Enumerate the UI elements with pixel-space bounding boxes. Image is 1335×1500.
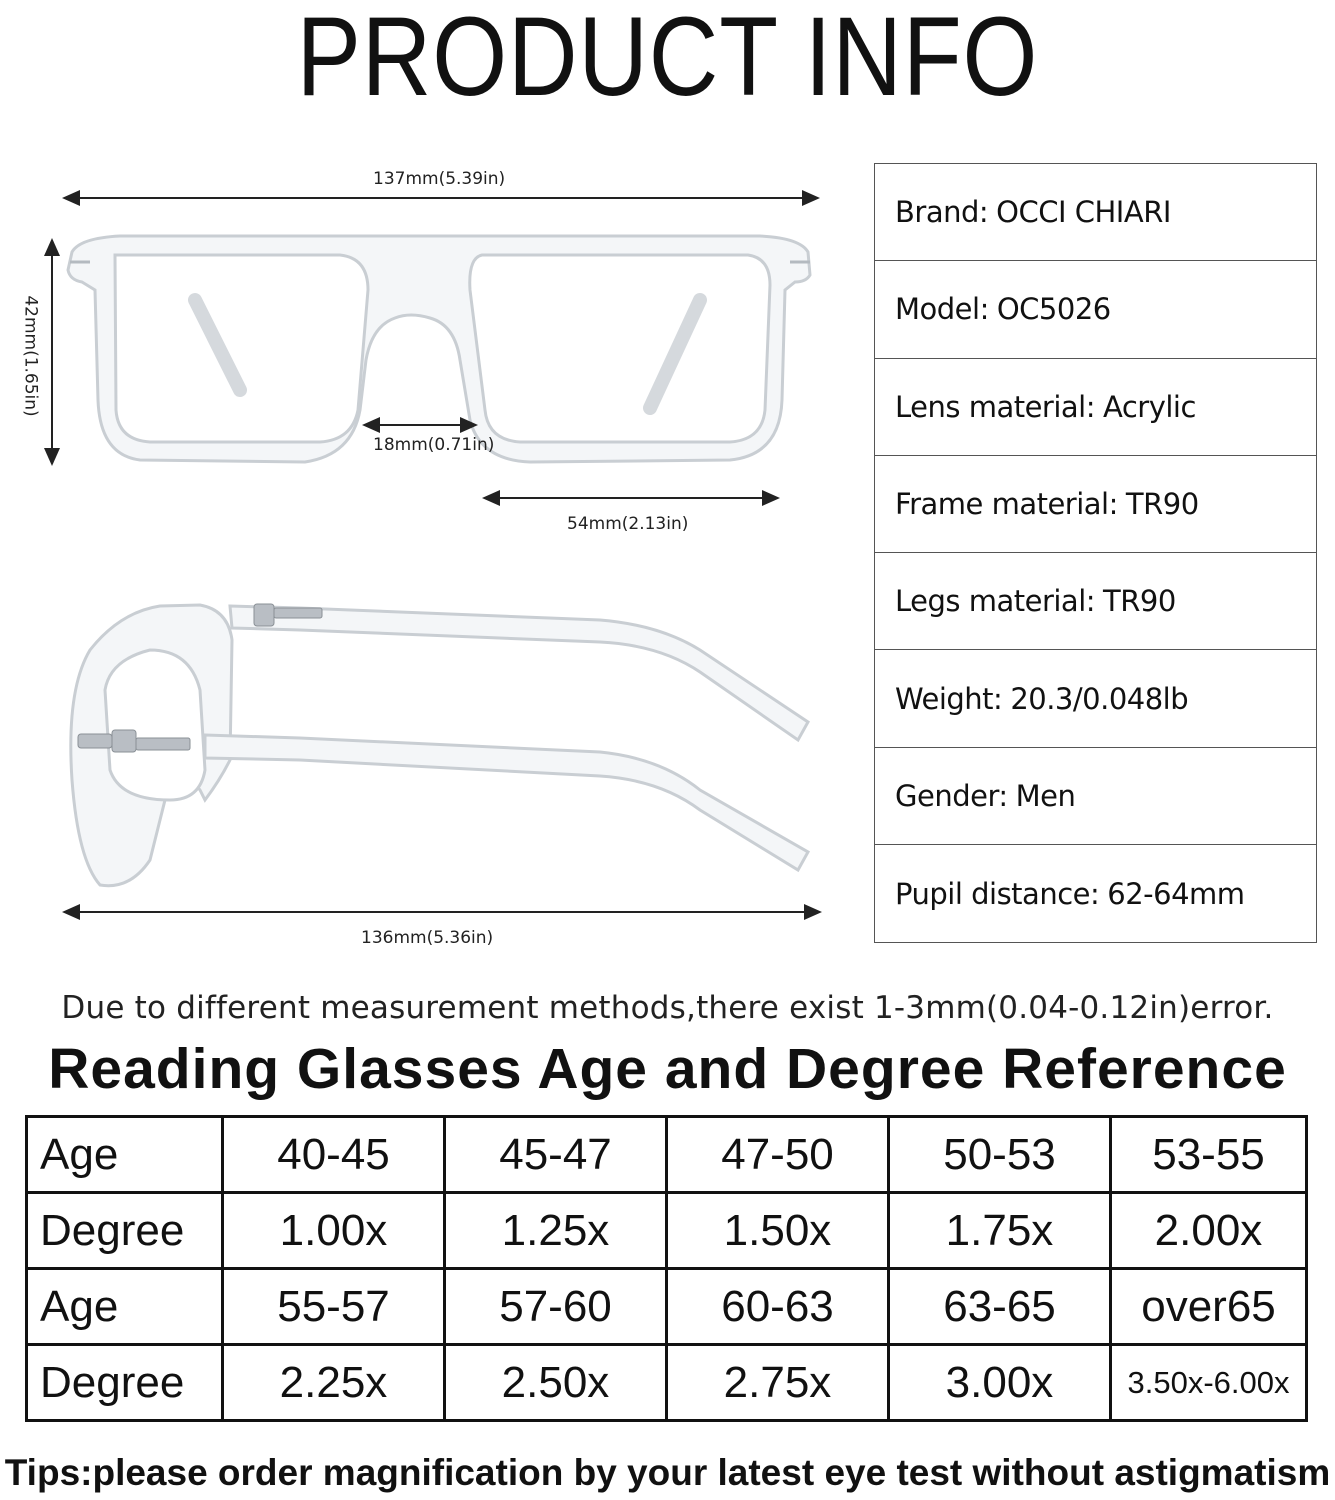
spec-value: Men	[1015, 778, 1076, 813]
spec-label: Weight:	[895, 681, 1003, 716]
spec-label: Gender:	[895, 778, 1008, 813]
spec-value: OCCI CHIARI	[996, 195, 1171, 230]
table-cell: 2.00x	[1111, 1193, 1307, 1269]
spec-label: Lens material:	[895, 389, 1096, 424]
spec-row-frame-material	[875, 456, 1316, 553]
row-header: Age	[27, 1117, 223, 1193]
table-cell: 63-65	[889, 1269, 1111, 1345]
lens-height-label: 42mm(1.65in)	[20, 295, 41, 417]
spec-value: OC5026	[996, 292, 1111, 327]
spec-value: 62-64mm	[1107, 876, 1245, 911]
spec-row-weight	[875, 650, 1316, 747]
table-cell: 50-53	[889, 1117, 1111, 1193]
spec-label: Pupil distance:	[895, 876, 1100, 911]
table-cell: 47-50	[667, 1117, 889, 1193]
table-cell: 3.00x	[889, 1345, 1111, 1421]
page-title: PRODUCT INFO	[296, 0, 1039, 119]
table-row	[27, 1193, 1307, 1269]
total-width-label: 137mm(5.39in)	[373, 169, 506, 189]
spec-row-lens-material	[875, 359, 1316, 456]
temple-length-label: 136mm(5.36in)	[361, 928, 494, 948]
spec-value: TR90	[1125, 487, 1199, 522]
spec-row-pupil-distance	[875, 845, 1316, 942]
front-view-frame	[68, 236, 810, 462]
spec-label: Frame material:	[895, 487, 1118, 522]
spec-table	[874, 163, 1317, 943]
table-cell: 55-57	[223, 1269, 445, 1345]
table-cell: 40-45	[223, 1117, 445, 1193]
table-cell: 2.75x	[667, 1345, 889, 1421]
table-cell: 1.75x	[889, 1193, 1111, 1269]
lens-width-label: 54mm(2.13in)	[567, 514, 689, 534]
spec-value: 20.3/0.048lb	[1010, 681, 1189, 716]
spec-label: Model:	[895, 292, 989, 327]
table-cell: 53-55	[1111, 1117, 1307, 1193]
table-cell: 1.25x	[445, 1193, 667, 1269]
row-header: Degree	[27, 1193, 223, 1269]
spec-value: TR90	[1103, 584, 1176, 619]
tips-text: Tips:please order magnification by your latest eye test without astigmatism	[4, 1452, 1331, 1493]
glasses-diagram	[0, 0, 860, 960]
table-cell: 45-47	[445, 1117, 667, 1193]
table-cell: 2.25x	[223, 1345, 445, 1421]
table-cell: 57-60	[445, 1269, 667, 1345]
spec-row-legs-material	[875, 553, 1316, 650]
row-header: Age	[27, 1269, 223, 1345]
table-cell: 1.50x	[667, 1193, 889, 1269]
table-row	[27, 1345, 1307, 1421]
measurement-note: Due to different measurement methods,there exist 1-3mm(0.04-0.12in)error.	[61, 990, 1274, 1026]
table-row	[27, 1269, 1307, 1345]
table-row	[27, 1117, 1307, 1193]
row-header: Degree	[27, 1345, 223, 1421]
spec-row-gender	[875, 748, 1316, 845]
spec-label: Legs material:	[895, 584, 1096, 619]
table-cell: over65	[1111, 1269, 1307, 1345]
table-cell: 1.00x	[223, 1193, 445, 1269]
spec-row-brand	[875, 164, 1316, 261]
bridge-width-label: 18mm(0.71in)	[373, 435, 495, 455]
reference-title: Reading Glasses Age and Degree Reference	[48, 1037, 1287, 1101]
table-cell: 2.50x	[445, 1345, 667, 1421]
spec-row-model	[875, 261, 1316, 358]
spec-value: Acrylic	[1103, 389, 1196, 424]
table-cell: 60-63	[667, 1269, 889, 1345]
table-cell: 3.50x-6.00x	[1111, 1345, 1307, 1421]
spec-label: Brand:	[895, 195, 989, 230]
age-degree-table	[25, 1115, 1308, 1422]
